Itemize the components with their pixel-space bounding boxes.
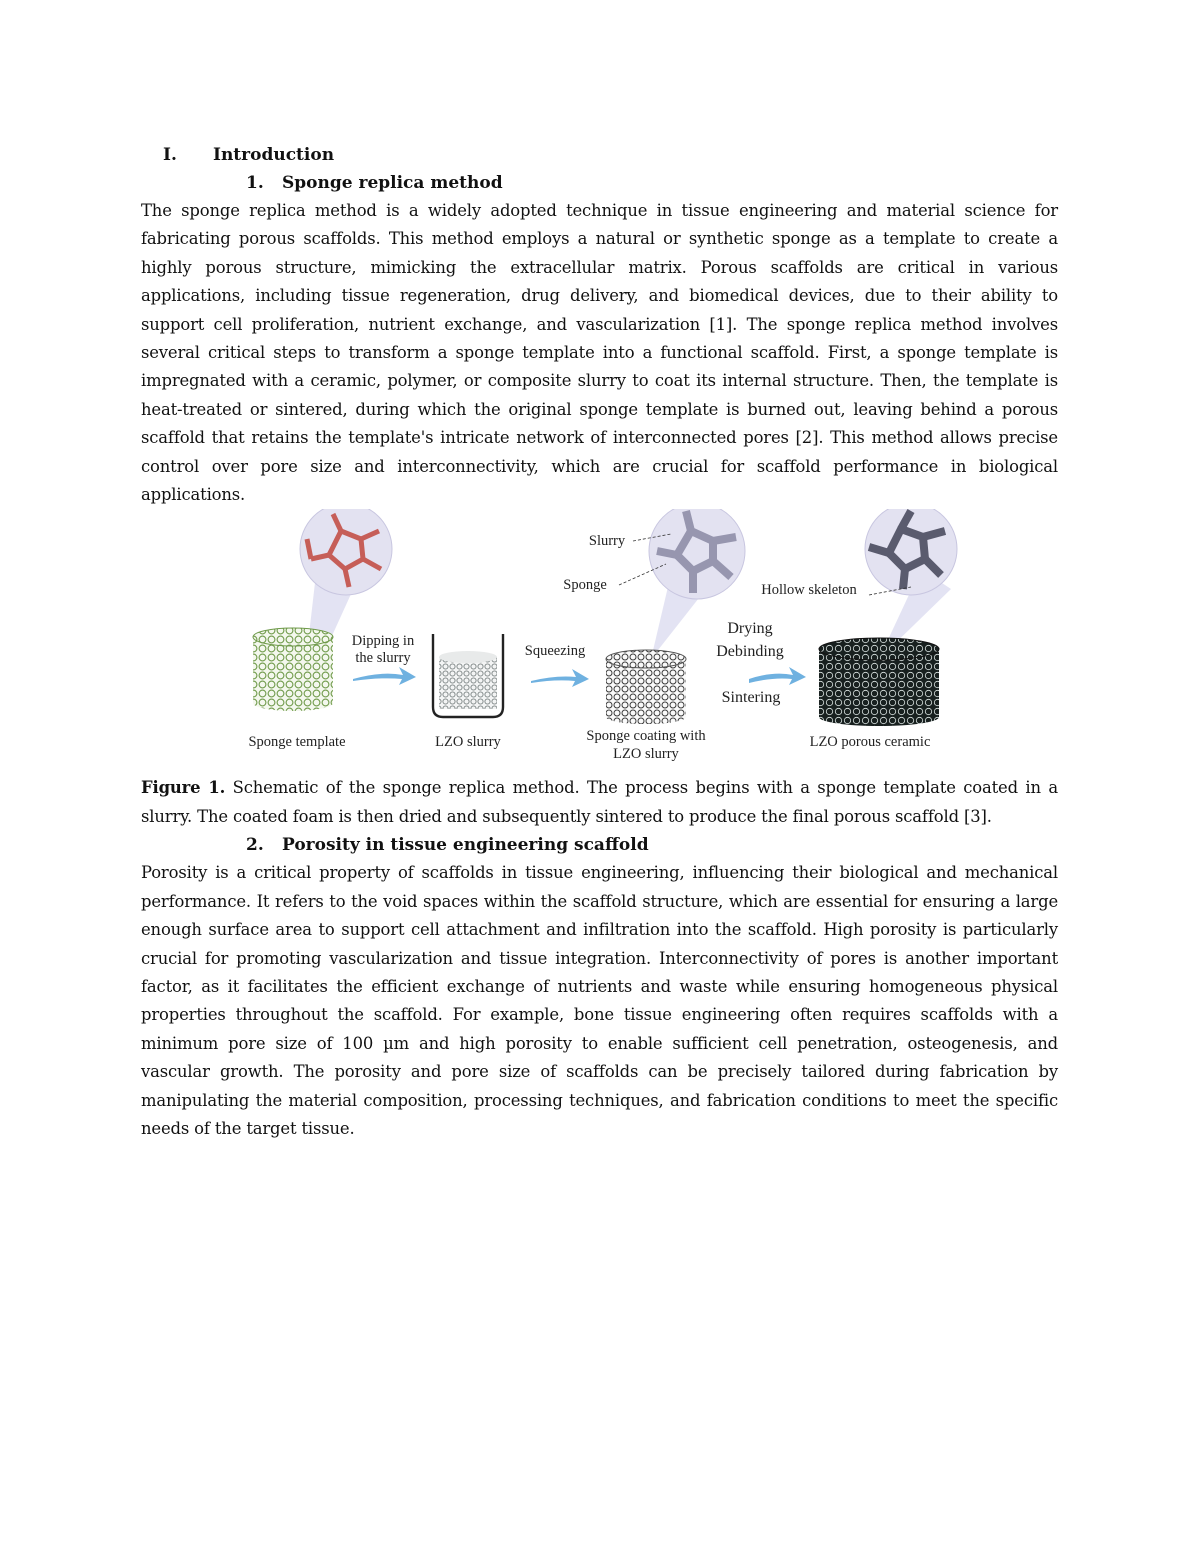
subsection-number: 1. [246, 173, 264, 193]
label-dipping-line1: Dipping in [351, 633, 415, 650]
subsection-heading-1 [141, 169, 1058, 197]
label-slurry: Slurry [588, 533, 626, 550]
subsection-number: 2. [246, 835, 264, 856]
figure-caption [141, 774, 1058, 831]
porous-ceramic-cylinder [819, 638, 939, 726]
section-heading [141, 141, 1058, 169]
caption-label: Figure 1. [141, 778, 226, 798]
subsection-title: Porosity in tissue engineering scaffold [282, 835, 649, 856]
document-page [141, 141, 1058, 1143]
label-drying: Drying [727, 620, 773, 638]
coated-sponge-cylinder [606, 650, 686, 724]
figure-schematic [141, 509, 1058, 774]
label-hollow-skeleton: Hollow skeleton [761, 582, 857, 599]
arrow-sintering [749, 667, 806, 685]
label-sponge-template: Sponge template [248, 734, 346, 751]
label-lzo-porous-ceramic: LZO porous ceramic [809, 734, 931, 751]
arrow-squeezing [531, 669, 589, 687]
label-sintering: Sintering [721, 689, 781, 707]
caption-text: Schematic of the sponge replica method. The process begins with a sponge template coated in a slurry. The coated foam is then dried and subsequently sintered to produce the final porous scaffold [3]. [141, 778, 1058, 826]
paragraph-sponge-replica: The sponge replica method is a widely adopted technique in tissue engineering and material science for fabricating porous scaffolds. This method employs a natural or synthetic sponge as a template to create a highly porous structure, mimicking the extracellular matrix. Porous scaffolds are critical in various applications, including tissue regeneration, drug delivery, and biomedical devices, due to their ability to support cell proliferation, nutrient exchange, and vascularization [1]. The sponge replica method involves several critical steps to transform a sponge template into a functional scaffold. First, a sponge template is impregnated with a ceramic, polymer, or composite slurry to coat its internal structure. Then, the template is heat-treated or sintered, during which the original sponge template is burned out, leaving behind a porous scaffold that retains the template's intricate network of interconnected pores [2]. This method allows precise control over pore size and interconnectivity, which are crucial for scaffold performance in biological applications. [141, 201, 1058, 505]
label-dipping-line2: the slurry [355, 650, 411, 667]
paragraph-porosity: Porosity is a critical property of scaffolds in tissue engineering, influencing their biological and mechanical performance. It refers to the void spaces within the scaffold structure, which are essential for ensuring a large enough surface area to support cell attachment and infiltration into the scaffold. High porosity is particularly crucial for promoting vascularization and tissue integration. Interconnectivity of pores is another important factor, as it facilitates the efficient exchange of nutrients and waste while ensuring homogeneous physical properties throughout the scaffold. For example, bone tissue engineering often requires scaffolds with a minimum pore size of 100 µm and high porosity to enable sufficient cell penetration, osteogenesis, and vascular growth. The porosity and pore size of scaffolds can be precisely tailored during fabrication by manipulating the material composition, processing techniques, and fabrication conditions to meet the specific needs of the target tissue. [141, 863, 1058, 1138]
label-lzo-slurry: LZO slurry [435, 734, 501, 751]
subsection-title: Sponge replica method [282, 173, 503, 193]
section-number: I. [163, 145, 177, 165]
label-coating-line2: LZO slurry [613, 746, 679, 763]
beaker-lzo-slurry [433, 634, 503, 717]
label-debinding: Debinding [716, 643, 784, 661]
sponge-template-cylinder [253, 628, 333, 711]
subsection-heading-2 [141, 831, 1058, 859]
label-coating-line1: Sponge coating with [586, 728, 706, 745]
arrow-dipping [353, 667, 416, 685]
label-sponge: Sponge [563, 577, 607, 594]
section-title: Introduction [213, 145, 335, 165]
label-squeezing: Squeezing [524, 643, 586, 660]
